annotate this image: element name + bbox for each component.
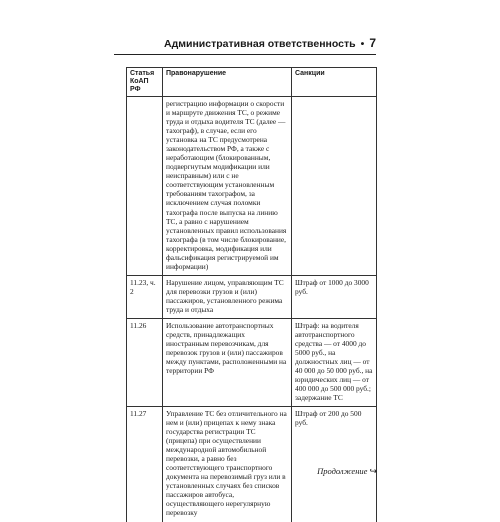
continuation-note — [300, 466, 377, 477]
column-header-offence: Правонарушение — [163, 68, 292, 97]
sanction-cell: Штраф от 200 до 500 руб. — [292, 407, 377, 522]
sanction-cell: Штраф: на водителя автотранспортного средства — от 4000 до 5000 руб., на должностных лиц — от 40 000 до 50 000 руб., на юридических лиц — от 400 000 до 500 000 руб.; задержание ТС — [292, 318, 377, 406]
offence-cell: Использование автотранспортных средств, принадлежащих иностранным перевозчикам, для перевозок грузов и (или) пассажиров между пунктами, расположенными на территории РФ — [163, 318, 292, 406]
sanction-cell — [292, 97, 377, 276]
table-row — [127, 318, 377, 406]
offence-cell: Управление ТС без отличительного на нем и (или) прицепах к нему знака государства регистрации ТС (прицепа) при осуществлении международной автомобильной перевозки, а равно без соответствующего транспортного документа на перевозимый груз или в установленных случаях без списков пассажиров автобуса, осуществляющего нерегулярную перевозку — [163, 407, 292, 522]
column-header-article: Статья КоАП РФ — [127, 68, 163, 97]
continuation-label: Продолжение — [317, 466, 368, 476]
article-cell: 11.26 — [127, 318, 163, 406]
header-separator: • — [360, 38, 365, 50]
table-row — [127, 97, 377, 276]
article-cell — [127, 97, 163, 276]
offence-cell: Нарушение лицом, управляющим ТС для перевозки грузов и (или) пассажиров, установленного режима труда и отдыха — [163, 275, 292, 318]
table-row — [127, 407, 377, 522]
sanction-cell: Штраф от 1000 до 3000 руб. — [292, 275, 377, 318]
table-header-row — [127, 68, 377, 97]
offence-cell: регистрацию информации о скорости и маршруте движения ТС, о режиме труда и отдыха водителя ТС (далее — тахограф), в случае, если его установка на ТС предусмотрена законодательством РФ, а также с неработающим (блокированным, подвергнутым модификации или неисправным) или с не соответствующим установленным требованиям тахографом, за исключением случая поломки тахографа после выпуска на линию ТС, а равно с нарушением установленных правил использования тахографа (в том числе блокирование, корректировка, модификация или фальсификация регистрируемой им информации) — [163, 97, 292, 276]
article-cell: 11.27 — [127, 407, 163, 522]
article-cell: 11.23, ч. 2 — [127, 275, 163, 318]
header-title: Административная ответственность — [163, 38, 356, 50]
column-header-sanction: Санкции — [292, 68, 377, 97]
table-row — [127, 275, 377, 318]
running-header — [114, 36, 376, 55]
page-number: 7 — [369, 36, 376, 50]
continuation-arrow-icon: ↪ — [369, 466, 377, 476]
sanctions-table — [126, 67, 377, 522]
